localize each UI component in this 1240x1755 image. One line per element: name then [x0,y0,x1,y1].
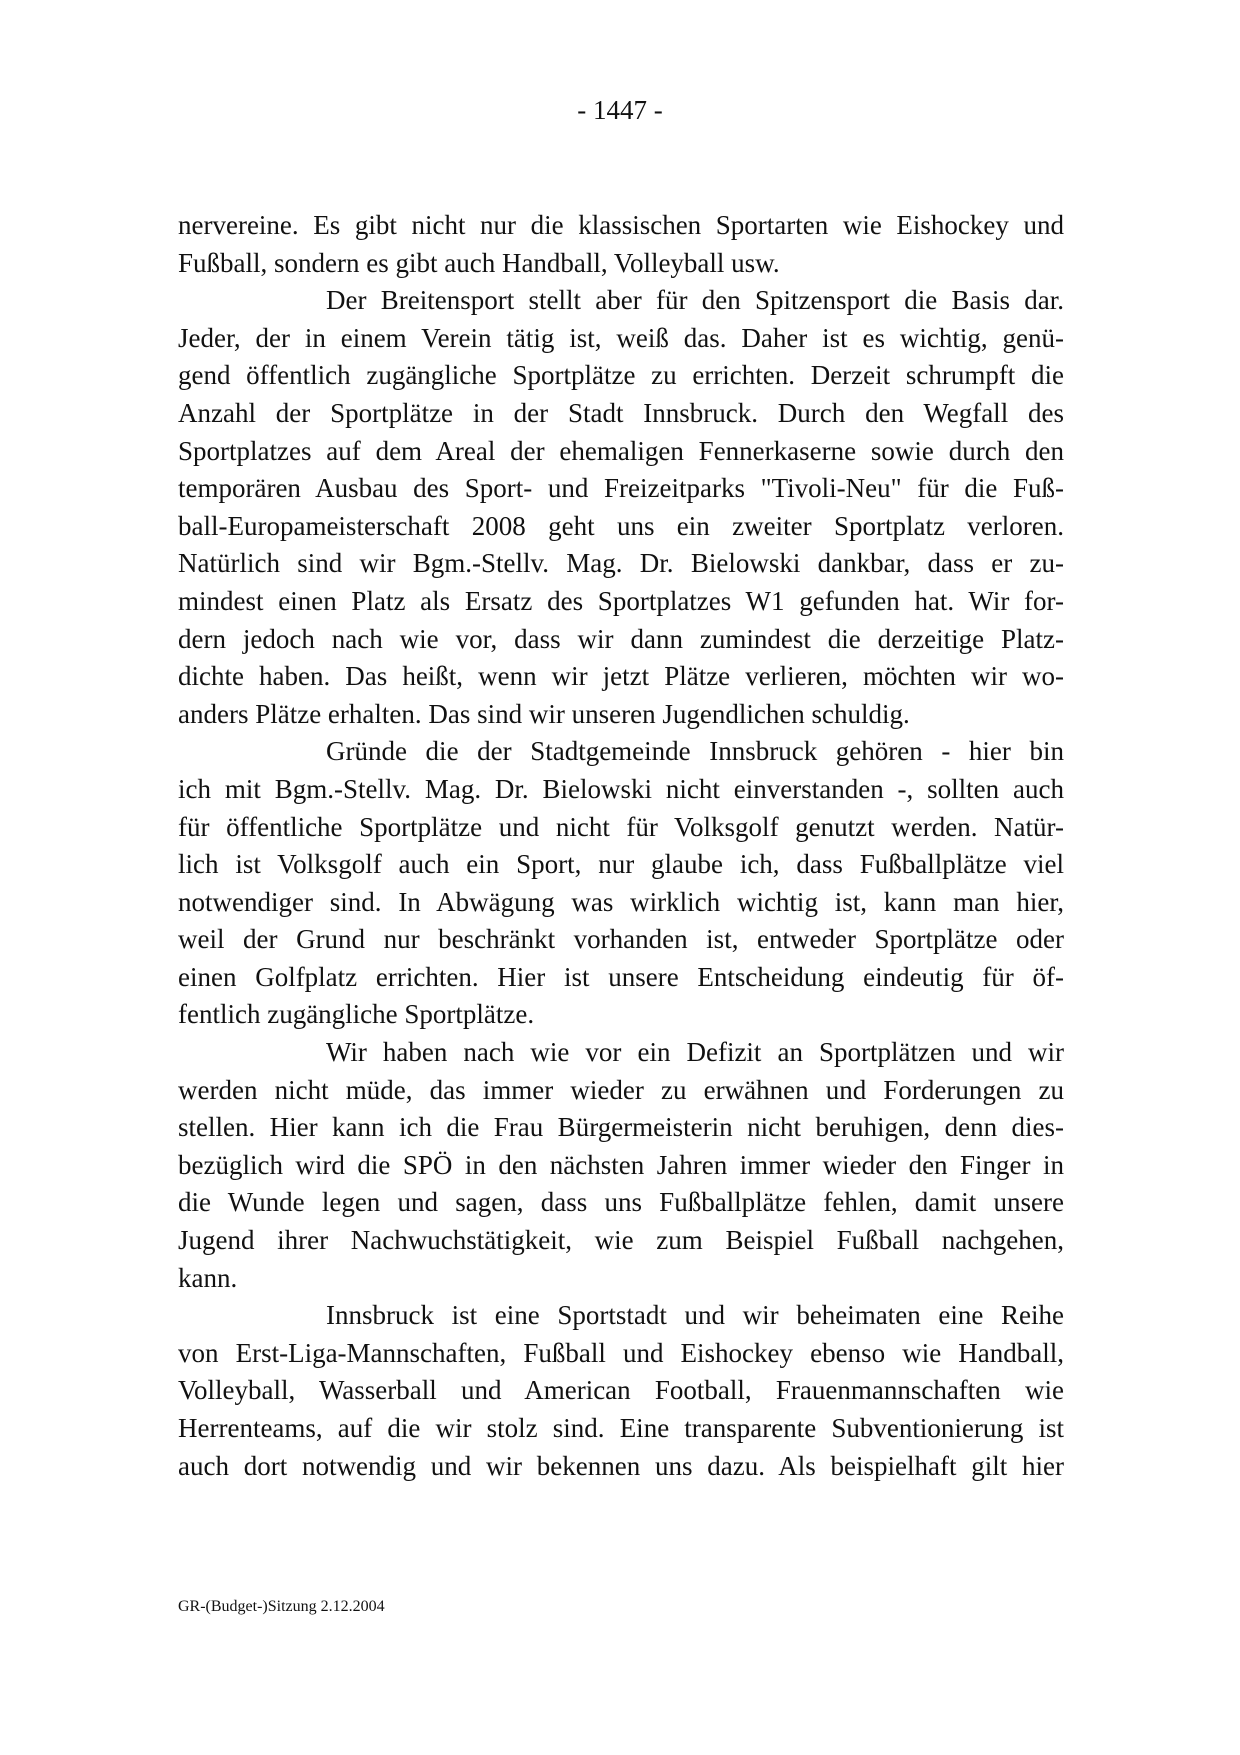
text-line: werden nicht müde, das immer wieder zu erwähnen und Forderungen zu [178,1074,1064,1105]
text-line: Gründe die der Stadtgemeinde Innsbruck gehören - hier bin [326,736,1064,767]
text-line: dern jedoch nach wie vor, dass wir dann zumindest die derzeitige Platz- [178,623,1064,654]
body-text [178,207,1064,1485]
text-line: lich ist Volksgolf auch ein Sport, nur glaube ich, dass Fußballplätze viel [178,849,1064,880]
text-line: temporären Ausbau des Sport- und Freizeitparks "Tivoli-Neu" für die Fuß- [178,473,1064,504]
text-line: Volleyball, Wasserball und American Football, Frauenmannschaften wie [178,1375,1064,1406]
text-line: nervereine. Es gibt nicht nur die klassischen Sportarten wie Eishockey und [178,210,1064,240]
paragraph [178,1297,1064,1485]
text-line: weil der Grund nur beschränkt vorhanden ist, entweder Sportplätze oder [178,924,1064,955]
paragraph [178,1034,1064,1297]
text-line: für öffentliche Sportplätze und nicht für Volksgolf genutzt werden. Natür- [178,811,1064,842]
text-line: die Wunde legen und sagen, dass uns Fußballplätze fehlen, damit unsere [178,1187,1064,1218]
text-line: Wir haben nach wie vor ein Defizit an Sportplätzen und wir [326,1037,1064,1068]
text-line: Sportplatzes auf dem Areal der ehemaligen Fennerkaserne sowie durch den [178,435,1064,466]
text-line: Anzahl der Sportplätze in der Stadt Innsbruck. Durch den Wegfall des [178,397,1064,428]
text-line: Natürlich sind wir Bgm.-Stellv. Mag. Dr. Bielowski dankbar, dass er zu- [178,548,1064,579]
text-line: kann. [178,1262,238,1293]
page-number: - 1447 - [577,95,663,125]
text-line: ball-Europameisterschaft 2008 geht uns ein zweiter Sportplatz verloren. [178,510,1064,541]
text-line: ich mit Bgm.-Stellv. Mag. Dr. Bielowski nicht einverstanden -, sollten auch [178,773,1064,804]
text-line: Innsbruck ist eine Sportstadt und wir beheimaten eine Reihe [326,1300,1064,1331]
text-line: fentlich zugängliche Sportplätze. [178,999,535,1030]
text-line: einen Golfplatz errichten. Hier ist unsere Entscheidung eindeutig für öf- [178,961,1064,992]
text-line: anders Plätze erhalten. Das sind wir unseren Jugendlichen schuldig. [178,698,910,729]
text-line: stellen. Hier kann ich die Frau Bürgermeisterin nicht beruhigen, denn dies- [178,1112,1064,1143]
text-line: bezüglich wird die SPÖ in den nächsten Jahren immer wieder den Finger in [178,1149,1064,1180]
text-line: Jugend ihrer Nachwuchstätigkeit, wie zum Beispiel Fußball nachgehen, [178,1225,1064,1256]
text-line: von Erst-Liga-Mannschaften, Fußball und Eishockey ebenso wie Handball, [178,1337,1064,1368]
text-line: notwendiger sind. In Abwägung was wirklich wichtig ist, kann man hier, [178,886,1064,917]
text-line: Herrenteams, auf die wir stolz sind. Eine transparente Subventionierung ist [178,1413,1064,1443]
text-line: Der Breitensport stellt aber für den Spitzensport die Basis dar. [326,285,1064,316]
footer-session-label: GR-(Budget-)Sitzung 2.12.2004 [178,1598,385,1615]
text-line: gend öffentlich zugängliche Sportplätze zu errichten. Derzeit schrumpft die [178,360,1064,391]
text-line: mindest einen Platz als Ersatz des Sportplatzes W1 gefunden hat. Wir for- [178,585,1064,616]
paragraph [178,282,1064,733]
paragraph [178,733,1064,1034]
paragraph [178,207,1064,282]
text-line: dichte haben. Das heißt, wenn wir jetzt Plätze verlieren, möchten wir wo- [178,661,1064,692]
text-line: Fußball, sondern es gibt auch Handball, Volleyball usw. [178,247,780,278]
text-line: auch dort notwendig und wir bekennen uns dazu. Als beispielhaft gilt hier [178,1450,1064,1481]
text-line: Jeder, der in einem Verein tätig ist, weiß das. Daher ist es wichtig, genü- [178,322,1064,353]
